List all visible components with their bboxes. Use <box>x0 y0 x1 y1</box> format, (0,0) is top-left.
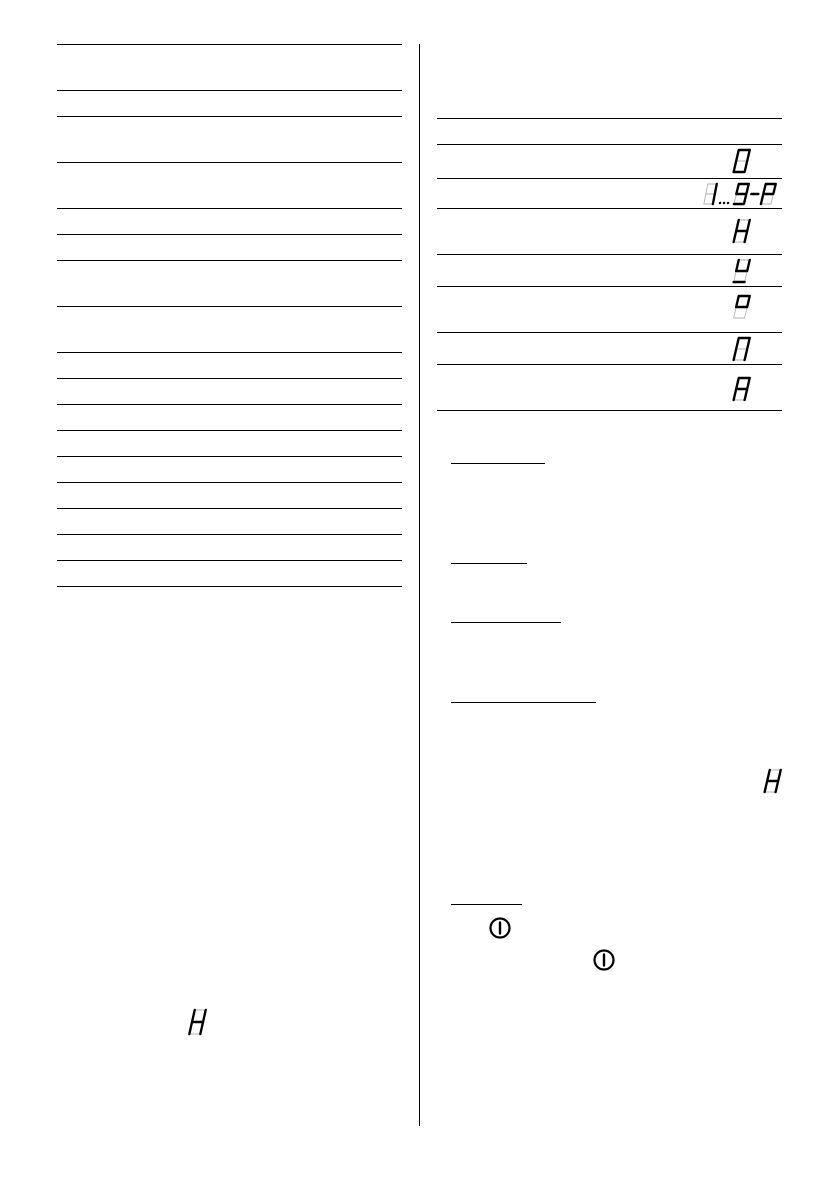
section-heading-underline <box>451 904 522 905</box>
display-h-icon <box>189 1008 209 1036</box>
display-u-icon <box>733 258 753 284</box>
right-table-rule <box>437 208 782 209</box>
left-table-rule <box>57 162 402 163</box>
left-table-rule <box>57 352 402 353</box>
column-divider <box>419 44 420 1126</box>
right-table-rule <box>437 410 782 411</box>
left-table-rule <box>57 234 402 235</box>
right-table-rule <box>437 364 782 365</box>
display-a-dim-icon <box>733 294 753 320</box>
left-table-rule <box>57 378 402 379</box>
section-heading-underline <box>451 702 596 703</box>
left-table-rule <box>57 208 402 209</box>
right-table-rule <box>437 144 782 145</box>
display-h-icon <box>764 768 784 794</box>
left-table-rule <box>57 260 402 261</box>
display-zero-icon <box>733 148 753 174</box>
section-heading-underline <box>451 463 545 464</box>
left-table-rule <box>57 534 402 535</box>
right-table-rule <box>437 178 782 179</box>
left-table-rule <box>57 404 402 405</box>
left-table-rule <box>57 430 402 431</box>
right-table-rule <box>437 254 782 255</box>
display-a-icon <box>733 376 753 402</box>
left-table-rule <box>57 482 402 483</box>
display-box-icon <box>733 336 753 362</box>
left-table-rule <box>57 306 402 307</box>
section-heading-underline <box>451 622 561 623</box>
right-table-rule <box>437 286 782 287</box>
left-table-rule <box>57 508 402 509</box>
left-table-rule <box>57 456 402 457</box>
section-heading-underline <box>451 563 527 564</box>
left-table-rule <box>57 560 402 561</box>
left-table-rule <box>57 90 402 91</box>
power-icon <box>489 917 511 939</box>
power-icon <box>593 949 615 971</box>
right-table-rule <box>437 118 782 119</box>
left-table-rule <box>57 44 402 45</box>
left-table-rule <box>57 116 402 117</box>
right-table-rule <box>437 332 782 333</box>
display-h-icon <box>733 218 753 244</box>
left-table-rule <box>57 586 402 587</box>
display-level-range-icon <box>705 182 783 206</box>
